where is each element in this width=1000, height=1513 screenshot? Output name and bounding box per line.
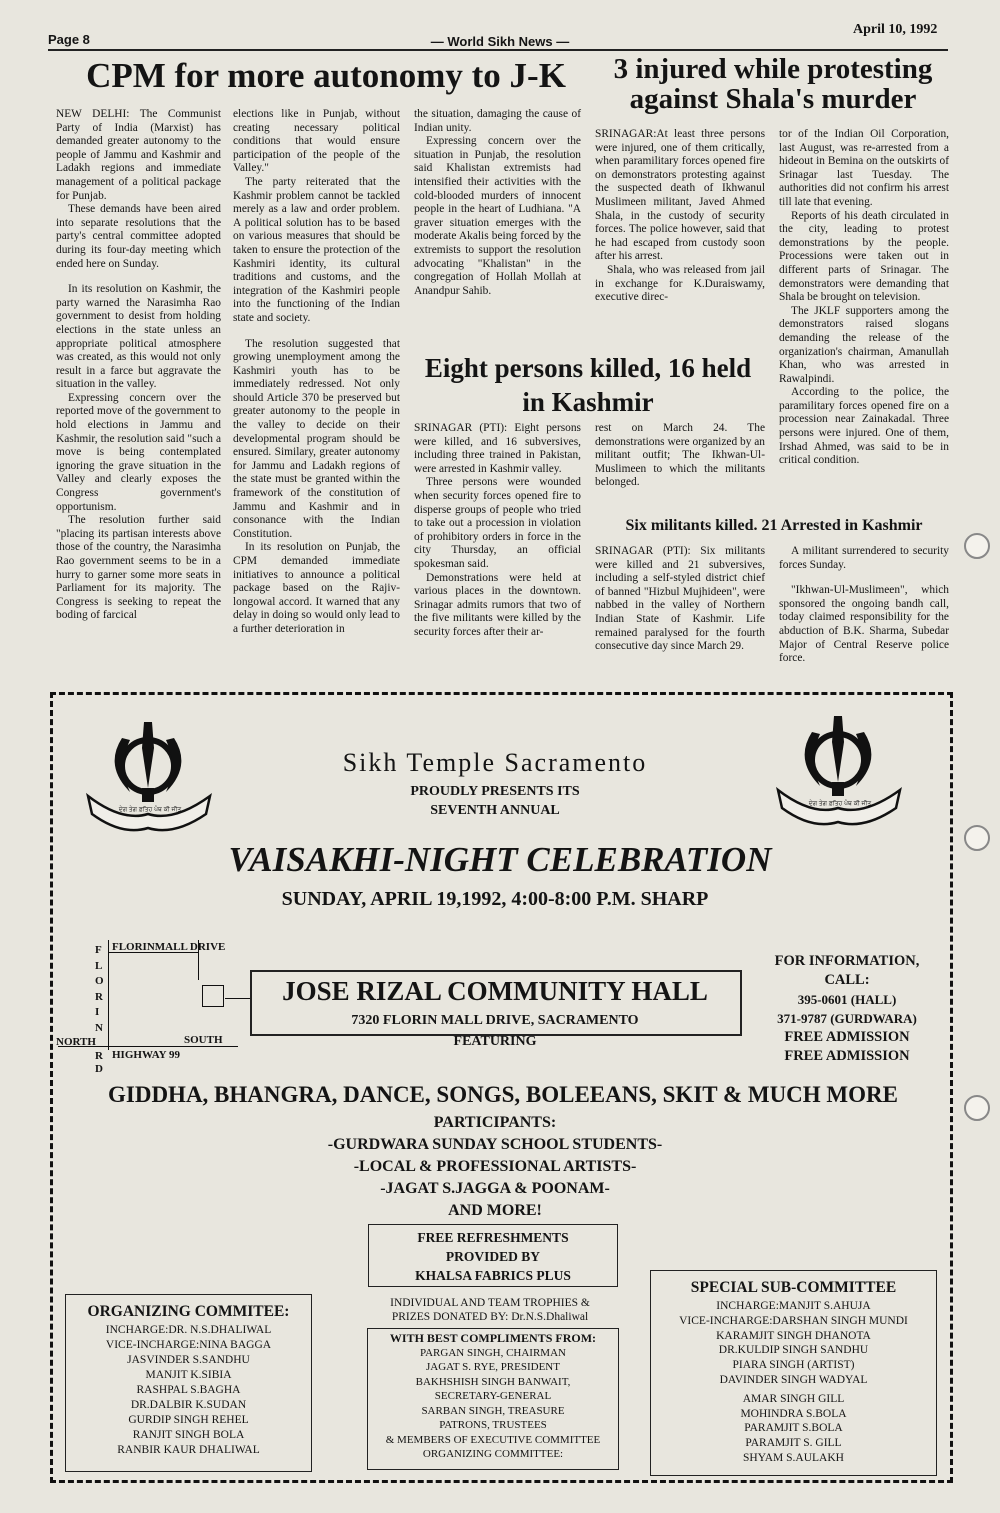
committee-member: VICE-INCHARGE:NINA BAGGA: [105, 1339, 272, 1351]
compliments-title: WITH BEST COMPLIMENTS FROM:: [389, 1331, 597, 1345]
temple-name: Sikh Temple Sacramento: [342, 748, 648, 777]
masthead: — World Sikh News —: [430, 34, 570, 49]
paragraph: Expressing concern over the situation in Punjab, the resolution said Khalistan extremists had intensified their activities with the cold-blooded murders of innocent people in the heart of Ludhiana. "A graver situation emerges with the moderate Akalis being forced by the extremists to support the resolution advocating "Khalistan" in the congregation of Hollah Mollah at Anandpur Sahib.: [414, 135, 581, 297]
paragraph: Three persons were wounded when security forces opened fire to disperse groups of people who tried to take out a procession in violation of prohibitory orders in force in the city Thursday, an official spokesman said.: [414, 476, 581, 570]
committee-member: GURDIP SINGH REHEL: [128, 1414, 249, 1426]
contact-line: FOR INFORMATION,: [774, 953, 920, 969]
article-headline: Six militants killed. 21 Arrested in Kashmir: [625, 517, 923, 534]
article-column: [595, 422, 765, 490]
compliments-line: & MEMBERS OF EXECUTIVE COMMITTEE: [385, 1433, 601, 1446]
trophies-note: [340, 1296, 640, 1324]
map-highway-label: HIGHWAY 99: [112, 1049, 180, 1061]
compliments-line: PARGAN SINGH, CHAIRMAN: [420, 1346, 566, 1359]
article-headline: 3 injured while protesting against Shala's murder: [613, 53, 933, 116]
binder-hole: [964, 533, 990, 559]
map-south-label: SOUTH: [184, 1034, 223, 1046]
participant-line: -LOCAL & PROFESSIONAL ARTISTS-: [353, 1158, 637, 1175]
contact-line: FREE ADMISSION: [784, 1029, 910, 1045]
committee-member: RANJIT SINGH BOLA: [132, 1429, 245, 1441]
committee-member: RASHPAL S.BAGHA: [136, 1384, 241, 1396]
paragraph: "Ikhwan-Ul-Muslimeen", which sponsored the ongoing bandh call, today claimed responsibility for the abduction of B.K. Sharma, Subedar Major of Central Reserve police force.: [779, 584, 949, 665]
article-column: [414, 422, 581, 640]
paragraph: SRINAGAR (PTI): Six militants were killed and 21 subversives, including a self-styled district chief of banned "Hizbul Mujhideen", were nabbed in the valley of Northern Indian State of Kashmir. Life remained paralysed for the fourth consecutive day since March 29.: [595, 545, 765, 653]
contact-line: FREE ADMISSION: [784, 1048, 910, 1064]
map-line: [108, 940, 109, 1050]
committee-member: PIARA SINGH (ARTIST): [732, 1359, 855, 1372]
paragraph: These demands have been aired into separate resolutions that the party's central committee adopted during its four-day meeting which ended here on Sunday.: [56, 203, 221, 270]
binder-hole: [964, 825, 990, 851]
event-datetime: SUNDAY, APRIL 19,1992, 4:00-8:00 P.M. SHARP: [281, 888, 709, 910]
committee-member: MANJIT K.SIBIA: [145, 1369, 232, 1381]
paragraph: Shala, who was released from jail in exchange for K.Duraiswamy, executive direc-: [595, 263, 765, 304]
map-rd-label: RD: [95, 1050, 103, 1075]
committee-member: PARAMJIT S. GILL: [745, 1437, 842, 1450]
paragraph: In its resolution on Punjab, the CPM demanded immediate initiatives to announce a political package based on the Rajiv-longowal accord. It warned that any delay in doing so would only lead to a further deterioration in: [233, 541, 400, 635]
venue-address: 7320 FLORIN MALL DRIVE, SACRAMENTO: [351, 1013, 639, 1028]
article-column: [414, 108, 581, 298]
committee-member: DR.DALBIR K.SUDAN: [130, 1399, 247, 1411]
featuring-label: FEATURING: [453, 1034, 537, 1049]
committee-member: JASVINDER S.SANDHU: [127, 1354, 250, 1366]
paragraph: SRINAGAR:At least three persons were injured, one of them critically, when paramilitary forces opened fire on demonstrators protesting against the suspected death of Ikhwanul Muslimeen militant, Javed Ahmed Shala, in the custody of security forces. The police however, said that he had escaped from custody soon after his arrest.: [595, 128, 765, 263]
refreshments-line: FREE REFRESHMENTS: [417, 1230, 569, 1245]
paragraph: Expressing concern over the reported move of the government to hold elections in Jammu and Kashmir, the resolution said "such a move is being contemplated ignoring the grave situation in the Valley and clearly exposes the Congress government's opportunism.: [56, 391, 221, 513]
committee-member: KARAMJIT SINGH DHANOTA: [716, 1329, 871, 1342]
article-headline: Eight persons killed, 16 held in Kashmir: [424, 353, 752, 417]
paragraph: Reports of his death circulated in the city, leading to protest demonstrations by the people. Processions were taken out in different parts of Srinagar. The demonstrators were demanding that Shala be brought on television.: [779, 209, 949, 304]
contact-line: CALL:: [824, 972, 870, 988]
emblem-scroll-text: ਦੇਗ ਤੇਗ ਫ਼ਤਿਹ ਪੰਥ ਕੀ ਜੀਤ: [808, 800, 872, 807]
article-column: [779, 545, 949, 666]
paragraph: The resolution suggested that growing unemployment among the Kashmiri youth has to be immediately redressed. Not only should Article 370 be preserved but greater autonomy to the people in the valley to decide on their developmental program should be ensured. Similary, greater autonomy for Jammu and Ladakh regions of the state must be granted within the framework of the constitution of Jammu and Kashmir and in consonance with the Indian Constitution.: [233, 337, 400, 540]
trophies-line: INDIVIDUAL AND TEAM TROPHIES &: [390, 1297, 590, 1309]
article-column: [779, 128, 949, 468]
paragraph: elections like in Punjab, without creating necessary political conditions that would ensure participation of the people of the Valley.": [233, 108, 400, 175]
compliments-line: ORGANIZING COMMITTEE:: [422, 1448, 564, 1460]
committee-member: PARAMJIT S.BOLA: [744, 1422, 843, 1435]
event-title: VAISAKHI-NIGHT CELEBRATION: [228, 840, 772, 879]
contact-line: 371-9787 (GURDWARA): [777, 1011, 917, 1026]
committee-member: RANBIR KAUR DHALIWAL: [117, 1444, 260, 1456]
committee-member: INCHARGE:MANJIT S.AHUJA: [716, 1300, 871, 1312]
compliments-line: BAKHSHISH SINGH BANWAIT,: [415, 1375, 571, 1388]
committee-member: DAVINDER SINGH WADYAL: [719, 1373, 868, 1386]
paragraph: The JKLF supporters among the demonstrators raised slogans demanding the release of the organization's chairman, Amanullah Khan, who was arrested in Rawalpindi.: [779, 304, 949, 385]
compliments-line: JAGAT S. RYE, PRESIDENT: [426, 1361, 560, 1373]
special-title: SPECIAL SUB-COMMITTEE: [690, 1279, 897, 1296]
paragraph: According to the police, the paramilitary forces opened fire on a procession near Zainakadal. Three persons were injured. One of them, Irshad Ahmed, was said to be in critical condition.: [779, 386, 949, 467]
paragraph: SRINAGAR (PTI): Eight persons were killed, and 16 subversives, including three trained in Pakistan, were arrested in Kashmir valley.: [414, 422, 581, 475]
paragraph: In its resolution on Kashmir, the party warned the Narasimha Rao government to desist from holding elections in the state unless an appropriate political atmosphere was created, as this would not only result in a farce but aggravate the situation in the valley.: [56, 283, 221, 391]
participants-block: [250, 1112, 740, 1222]
committee-member: INCHARGE:DR. N.S.DHALIWAL: [105, 1324, 272, 1336]
trophies-line: PRIZES DONATED BY: Dr.N.S.Dhaliwal: [391, 1311, 589, 1323]
article-headline: CPM for more autonomy to J-K: [86, 56, 566, 95]
committee-member: DR.KULDIP SINGH SANDHU: [718, 1344, 869, 1357]
article-column: [233, 108, 400, 637]
khanda-emblem-icon: [82, 718, 222, 836]
compliments-line: PATRONS, TRUSTEES: [439, 1419, 547, 1431]
contact-info: [752, 952, 942, 1066]
refreshments-line: KHALSA FABRICS PLUS: [415, 1268, 571, 1283]
paragraph: The resolution further said "placing its partisan interests above those of the country, the Narasimha Rao government seems to be in a hurry to garner some more seats in Parliament for its majority. The Congress is seeking to repeat the boding of farcical: [56, 514, 221, 622]
refreshments-line: PROVIDED BY: [445, 1249, 541, 1264]
paragraph: The party reiterated that the Kashmir problem cannot be tackled merely as a law and order problem. A political solution has to be based on various measures that should be taken to ensure the protection of the Kashmiri identity, its cultural traditions and customs, and the integration of the Kashmiri people into the functioning of the Indian state and society.: [233, 175, 400, 324]
paragraph: the situation, damaging the cause of Indian unity.: [414, 108, 581, 134]
article-column: [595, 128, 765, 305]
refreshments-box: [368, 1224, 618, 1287]
participants-title: PARTICIPANTS:: [433, 1114, 557, 1131]
article-column: [595, 545, 765, 654]
khanda-emblem-icon: [772, 712, 912, 830]
issue-date: April 10, 1992: [853, 22, 938, 37]
contact-line: 395-0601 (HALL): [797, 992, 897, 1007]
paragraph: rest on March 24. The demonstrations were organized by an militant outfit; The Ikhwan-Ul-Muslimeen to which the militants belonged.: [595, 422, 765, 489]
page-number: Page 8: [48, 32, 90, 47]
committee-member: VICE-INCHARGE:DARSHAN SINGH MUNDI: [679, 1314, 908, 1327]
compliments-box: [367, 1328, 619, 1470]
article-column: [56, 108, 221, 623]
committee-member: MOHINDRA S.BOLA: [740, 1407, 847, 1420]
ad-subtitle: PROUDLY PRESENTS ITS: [410, 784, 580, 799]
paragraph: Demonstrations were held at various places in the downtown. Srinagar admits rumors that two of the five militants were killed by the security forces after their ar-: [414, 571, 581, 638]
compliments-line: SARBAN SINGH, TREASURE: [421, 1404, 565, 1417]
emblem-scroll-text: ਦੇਗ ਤੇਗ ਫ਼ਤਿਹ ਪੰਥ ਕੀ ਜੀਤ: [118, 806, 182, 813]
map-building: [202, 985, 224, 1007]
activities-list: GIDDHA, BHANGRA, DANCE, SONGS, BOLEEANS, SKIT & MUCH MORE: [108, 1082, 898, 1107]
map-street-label: FLORINMALL DRIVE: [112, 941, 226, 953]
organizing-title: ORGANIZING COMMITEE:: [87, 1303, 290, 1320]
committee-member: SHYAM S.AULAKH: [743, 1451, 844, 1464]
organizing-committee-box: [65, 1294, 312, 1472]
paragraph: A militant surrendered to security forces Sunday.: [779, 545, 949, 571]
binder-hole: [964, 1095, 990, 1121]
map-line: [225, 998, 251, 999]
special-committee-box: [650, 1270, 937, 1476]
map-florin-label: FLORIN: [95, 944, 104, 1034]
participant-line: AND MORE!: [448, 1202, 542, 1219]
venue-name: JOSE RIZAL COMMUNITY HALL: [282, 976, 708, 1006]
compliments-line: SECRETARY-GENERAL: [434, 1390, 552, 1402]
participant-line: -JAGAT S.JAGGA & POONAM-: [380, 1180, 610, 1197]
paragraph: tor of the Indian Oil Corporation, last August, was re-arrested from a hideout in Bemina on the outskirts of Srinagar last Tuesday. The authorities did not confirm his arrest till late that evening.: [779, 128, 949, 208]
map-north-label: NORTH: [56, 1036, 96, 1048]
committee-member: AMAR SINGH GILL: [742, 1392, 845, 1405]
participant-line: -GURDWARA SUNDAY SCHOOL STUDENTS-: [327, 1136, 663, 1153]
ad-subtitle: SEVENTH ANNUAL: [430, 803, 560, 818]
paragraph: NEW DELHI: The Communist Party of India (Marxist) has demanded greater autonomy to the people of Jammu and Kashmir and Ladakh regions and immediate management of a political package for Punjab.: [56, 108, 221, 202]
header-rule: [48, 49, 948, 51]
